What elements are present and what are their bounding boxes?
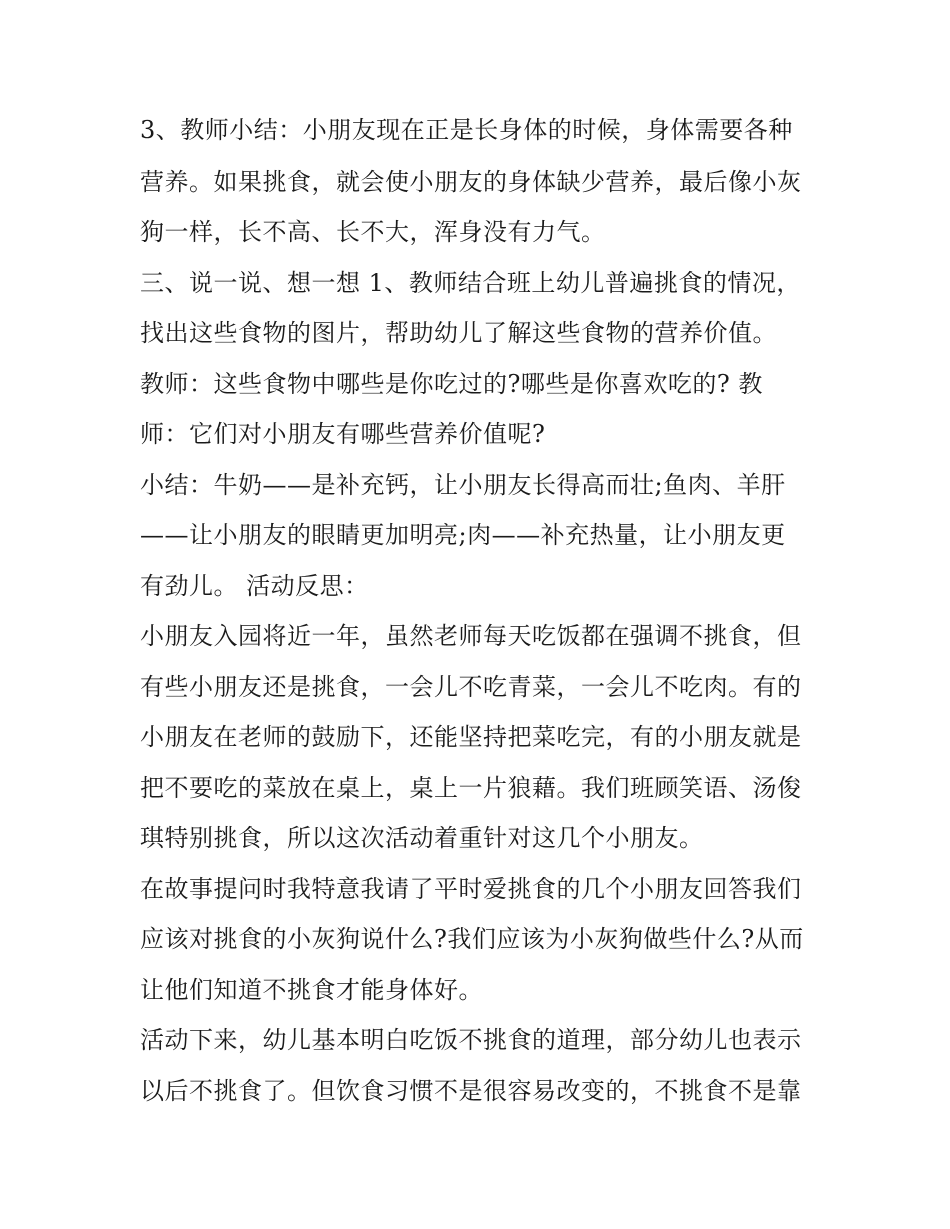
text-line: 有劲儿。 活动反思： <box>140 572 369 600</box>
text-line: 三、说一说、想一想 1、教师结合班上幼儿普遍挑食的情况， <box>140 269 801 297</box>
text-line: 狗一样，长不高、长不大，浑身没有力气。 <box>140 218 606 246</box>
text-line: 营养。如果挑食，就会使小朋友的身体缺少营养，最后像小灰 <box>140 168 802 196</box>
text-line: 让他们知道不挑食才能身体好。 <box>140 976 483 1004</box>
text-line: 活动下来，幼儿基本明白吃饭不挑食的道理，部分幼儿也表示 <box>140 1026 802 1054</box>
text-line: 小结：牛奶——是补充钙，让小朋友长得高而壮;鱼肉、羊肝 <box>140 471 786 499</box>
text-line: 应该对挑食的小灰狗说什么?我们应该为小灰狗做些什么?从而 <box>140 925 804 953</box>
text-line: 找出这些食物的图片，帮助幼儿了解这些食物的营养价值。 <box>140 319 777 347</box>
text-line: ——让小朋友的眼睛更加明亮;肉——补充热量，让小朋友更 <box>140 521 786 549</box>
text-line: 师：它们对小朋友有哪些营养价值呢? <box>140 420 546 448</box>
text-line: 把不要吃的菜放在桌上，桌上一片狼藉。我们班顾笑语、汤俊 <box>140 774 802 802</box>
text-line: 在故事提问时我特意我请了平时爱挑食的几个小朋友回答我们 <box>140 875 802 903</box>
text-line: 教师：这些食物中哪些是你吃过的?哪些是你喜欢吃的? 教 <box>140 370 763 398</box>
text-line: 琪特别挑食，所以这次活动着重针对这几个小朋友。 <box>140 824 704 852</box>
text-line: 以后不挑食了。但饮食习惯不是很容易改变的，不挑食不是靠 <box>140 1077 802 1105</box>
text-line: 小朋友在老师的鼓励下，还能坚持把菜吃完，有的小朋友就是 <box>140 723 802 751</box>
text-line: 有些小朋友还是挑食，一会儿不吃青菜，一会儿不吃肉。有的 <box>140 673 802 701</box>
text-line: 小朋友入园将近一年，虽然老师每天吃饭都在强调不挑食，但 <box>140 622 802 650</box>
text-line: 3、教师小结：小朋友现在正是长身体的时候，身体需要各种 <box>140 116 793 144</box>
